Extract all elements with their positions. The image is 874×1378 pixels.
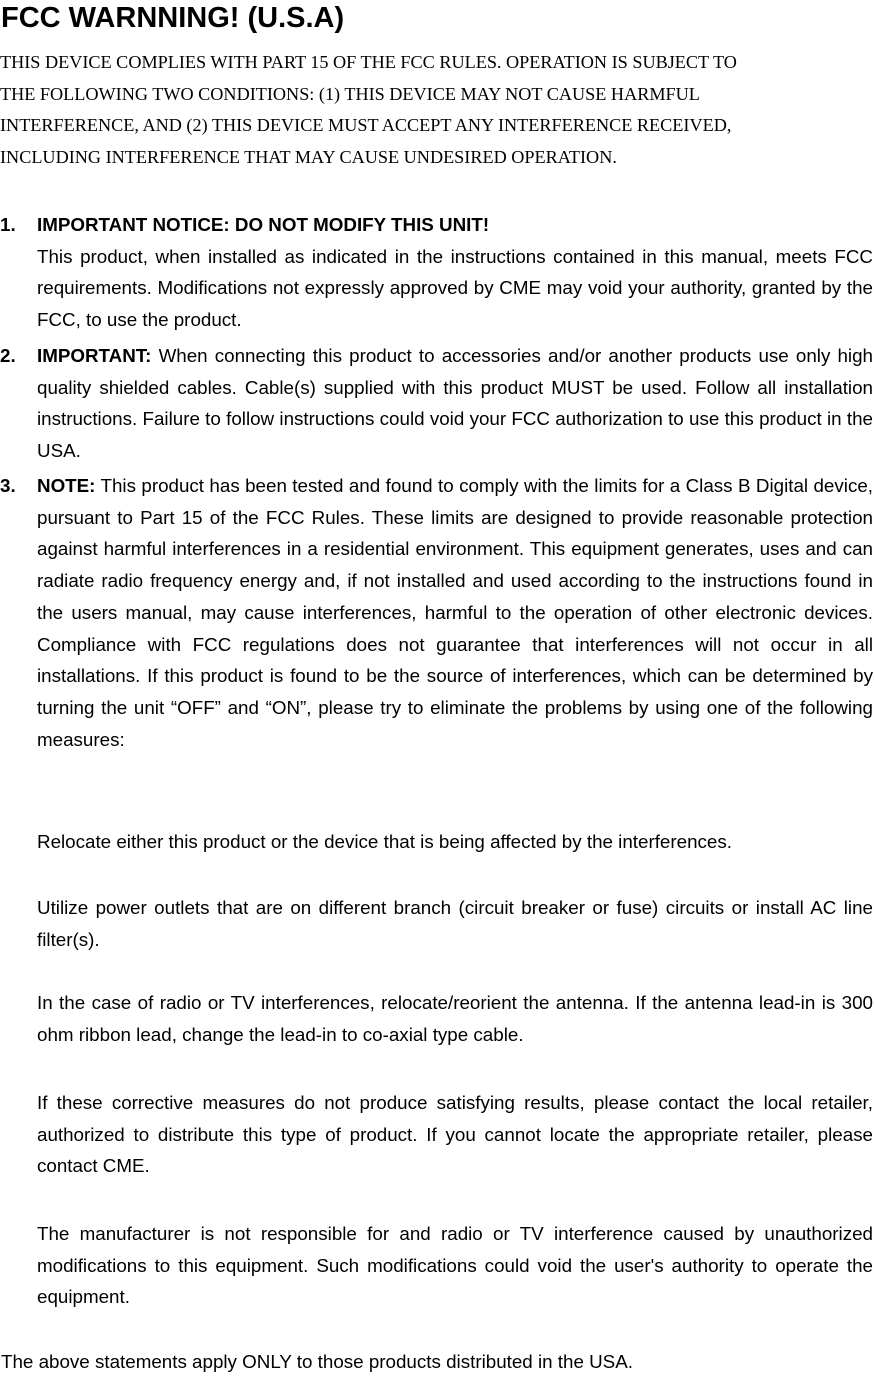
document-title: FCC WARNNING! (U.S.A) (1, 2, 345, 34)
item-heading: IMPORTANT NOTICE: DO NOT MODIFY THIS UNIT! (37, 214, 490, 235)
compliance-line: INTERFERENCE, AND (2) THIS DEVICE MUST ACCEPT ANY INTERFERENCE RECEIVED, (0, 115, 732, 135)
measure-power-outlets: Utilize power outlets that are on different branch (circuit breaker or fuse) circuits or install AC line filter(s). (37, 897, 873, 950)
measure-relocate: Relocate either this product or the device that is being affected by the interferences. (37, 831, 732, 852)
item-body (37, 340, 873, 467)
item-heading: NOTE: (37, 475, 96, 496)
compliance-statement (0, 47, 874, 173)
measure-antenna: In the case of radio or TV interferences, relocate/reorient the antenna. If the antenna lead-in is 300 ohm ribbon lead, change the lead-in to co-axial type cable. (37, 992, 873, 1045)
contact-retailer-note: If these corrective measures do not produce satisfying results, please contact the local retailer, authorized to distribute this type of product. If you cannot locate the appropriate retailer, please contact CME. (37, 1092, 873, 1177)
notice-item-3 (0, 470, 874, 755)
compliance-line: INCLUDING INTERFERENCE THAT MAY CAUSE UNDESIRED OPERATION. (0, 146, 617, 167)
item-number: 3. (0, 475, 16, 496)
notice-item-2 (0, 340, 874, 467)
item-text: When connecting this product to accessories and/or another products use only high quality shielded cables. Cable(s) supplied with this product MUST be used. Follow all installation instructions. Failure to follow instructions could void your FCC authorization to use this product in the USA. (37, 345, 873, 462)
item-body (37, 470, 873, 755)
manufacturer-disclaimer: The manufacturer is not responsible for and radio or TV interference caused by unauthorized modifications to this equipment. Such modifications could void the user's authority to operate the equipment. (37, 1223, 873, 1308)
item-text: This product, when installed as indicated in the instructions contained in this manual, meets FCC requirements. Modifications not expressly approved by CME may void your authority, granted by the FCC, to use the product. (37, 245, 873, 331)
item-number: 2. (0, 345, 16, 366)
usa-only-statement: The above statements apply ONLY to those products distributed in the USA. (1, 1351, 633, 1372)
notice-item-1 (0, 209, 874, 336)
item-heading: IMPORTANT: (37, 345, 152, 366)
compliance-line: THE FOLLOWING TWO CONDITIONS: (1) THIS DEVICE MAY NOT CAUSE HARMFUL (0, 83, 700, 104)
item-number: 1. (0, 214, 16, 235)
compliance-line: THIS DEVICE COMPLIES WITH PART 15 OF THE FCC RULES. OPERATION IS SUBJECT TO (0, 52, 737, 72)
item-body (37, 209, 873, 336)
item-text: This product has been tested and found to comply with the limits for a Class B Digital device, pursuant to Part 15 of the FCC Rules. These limits are designed to provide reasonable protection against harmful interferences in a residential environment. This equipment generates, uses and can radiate radio frequency energy and, if not installed and used according to the instructions found in the users manual, may cause interferences, harmful to the operation of other electronic devices. Compliance with FCC regulations does not guarantee that interferences will not occur in all installations. If this product is found to be the source of interferences, which can be determined by turning the unit “OFF” and “ON”, please try to eliminate the problems by using one of the following measures: (37, 475, 873, 750)
